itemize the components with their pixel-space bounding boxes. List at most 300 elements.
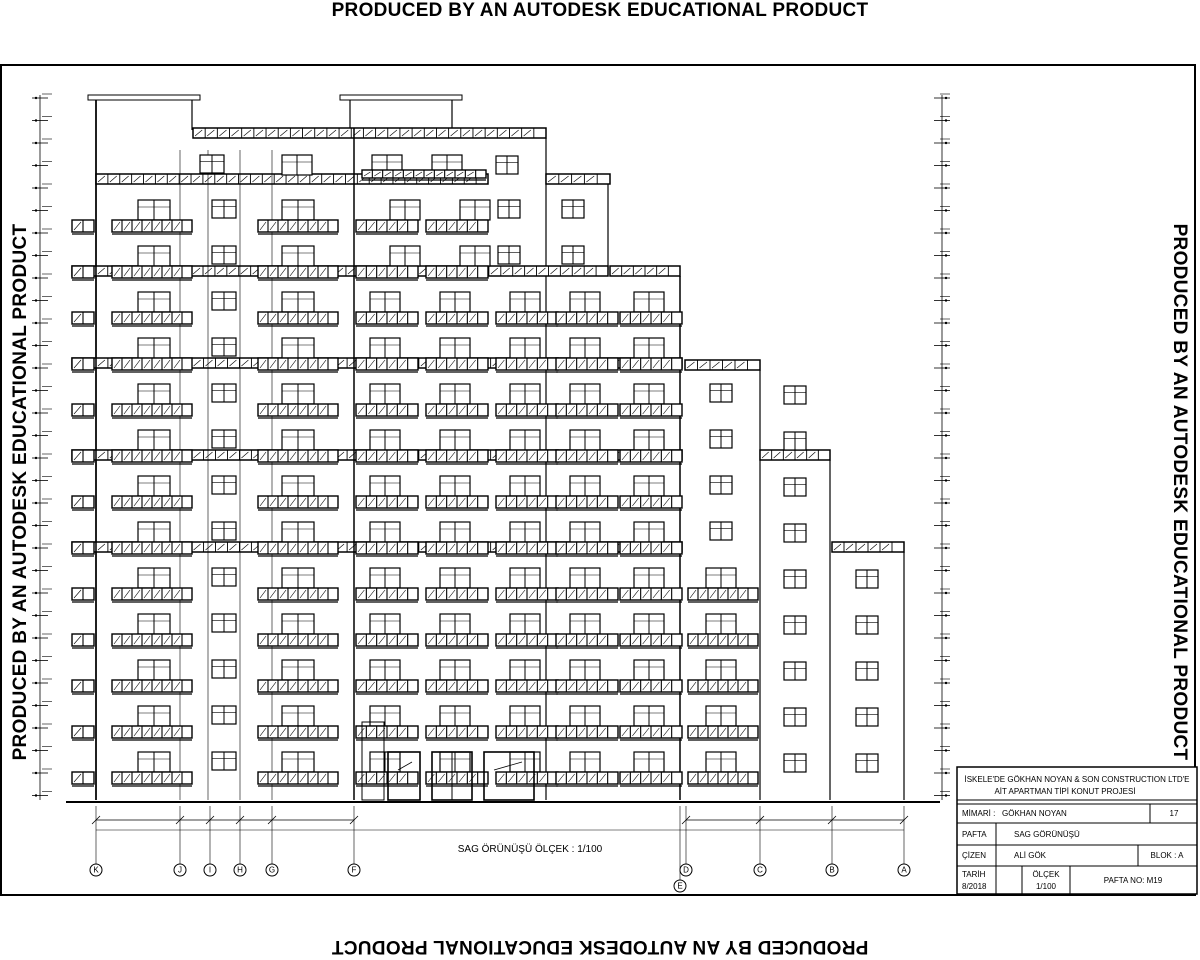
balcony-railing bbox=[356, 220, 418, 234]
window bbox=[370, 614, 400, 634]
level-dot bbox=[35, 119, 37, 121]
window bbox=[634, 752, 664, 772]
floor-slab bbox=[610, 266, 680, 276]
window bbox=[856, 662, 878, 680]
window bbox=[282, 338, 314, 358]
level-dot bbox=[945, 322, 947, 324]
window bbox=[570, 338, 600, 358]
window bbox=[370, 522, 400, 542]
balcony-railing bbox=[356, 634, 418, 648]
window bbox=[706, 752, 736, 772]
window bbox=[440, 752, 470, 772]
balcony-railing bbox=[356, 496, 418, 510]
window bbox=[570, 752, 600, 772]
level-dot bbox=[945, 367, 947, 369]
window bbox=[212, 338, 236, 356]
grid-bubble-label: A bbox=[901, 865, 907, 875]
project-line-2: AİT APARTMAN TİPİ KONUT PROJESİ bbox=[994, 787, 1136, 796]
level-dot bbox=[945, 97, 947, 99]
window bbox=[710, 384, 732, 402]
level-dot bbox=[945, 434, 947, 436]
building-elevation bbox=[66, 95, 940, 802]
window bbox=[706, 614, 736, 634]
balcony-railing bbox=[426, 450, 488, 464]
window bbox=[570, 430, 600, 450]
window bbox=[440, 384, 470, 404]
balcony-railing bbox=[620, 312, 682, 326]
balcony-railing bbox=[72, 312, 94, 326]
window bbox=[390, 246, 420, 266]
level-dot bbox=[35, 524, 37, 526]
window bbox=[498, 200, 520, 218]
balcony-railing bbox=[112, 450, 192, 464]
balcony-railing bbox=[258, 220, 338, 234]
balcony-railing bbox=[496, 496, 558, 510]
level-dot bbox=[35, 457, 37, 459]
level-dot bbox=[945, 119, 947, 121]
balcony-railing bbox=[258, 496, 338, 510]
balcony-railing bbox=[556, 404, 618, 418]
balcony-railing bbox=[112, 220, 192, 234]
balcony-railing bbox=[556, 312, 618, 326]
window bbox=[562, 200, 584, 218]
level-dot bbox=[945, 299, 947, 301]
window bbox=[138, 752, 170, 772]
window bbox=[634, 522, 664, 542]
level-dot bbox=[35, 569, 37, 571]
window bbox=[856, 708, 878, 726]
balcony-railing bbox=[496, 450, 558, 464]
window bbox=[570, 568, 600, 588]
sheet-number: PAFTA NO: M19 bbox=[1103, 876, 1163, 885]
window bbox=[282, 476, 314, 496]
balcony-railing bbox=[426, 634, 488, 648]
window bbox=[212, 384, 236, 402]
window bbox=[856, 616, 878, 634]
grid-bubble-label: D bbox=[683, 865, 689, 875]
window bbox=[212, 522, 236, 540]
window bbox=[370, 292, 400, 312]
balcony-railing bbox=[112, 726, 192, 740]
window bbox=[138, 200, 170, 220]
balcony-railing bbox=[496, 312, 558, 326]
level-dot bbox=[35, 97, 37, 99]
level-dot bbox=[35, 682, 37, 684]
balcony-railing bbox=[620, 358, 682, 372]
level-dot bbox=[945, 254, 947, 256]
balcony-railing bbox=[426, 680, 488, 694]
window bbox=[282, 430, 314, 450]
level-dot bbox=[945, 412, 947, 414]
level-dot bbox=[35, 254, 37, 256]
balcony-railing bbox=[620, 726, 682, 740]
window bbox=[634, 338, 664, 358]
window bbox=[706, 660, 736, 680]
balcony-railing bbox=[556, 634, 618, 648]
floor-slab bbox=[760, 450, 830, 460]
balcony-railing bbox=[688, 588, 758, 602]
level-dot bbox=[945, 389, 947, 391]
balcony-railing bbox=[620, 634, 682, 648]
window bbox=[370, 706, 400, 726]
balcony-railing bbox=[112, 496, 192, 510]
window bbox=[856, 570, 878, 588]
level-dot bbox=[35, 547, 37, 549]
roof-parapet-left bbox=[88, 95, 200, 100]
level-dot bbox=[945, 592, 947, 594]
window bbox=[282, 752, 314, 772]
window bbox=[784, 570, 806, 588]
window bbox=[784, 432, 806, 450]
level-dot bbox=[945, 344, 947, 346]
balcony-railing bbox=[258, 450, 338, 464]
window bbox=[212, 200, 236, 218]
window bbox=[138, 568, 170, 588]
balcony-railing bbox=[72, 680, 94, 694]
balcony-railing bbox=[496, 542, 558, 556]
level-dot bbox=[945, 682, 947, 684]
balcony-railing bbox=[426, 358, 488, 372]
window bbox=[510, 522, 540, 542]
window bbox=[212, 292, 236, 310]
window bbox=[138, 338, 170, 358]
window bbox=[784, 386, 806, 404]
drawn-by-label: ÇİZEN bbox=[962, 851, 986, 860]
block-label: BLOK : A bbox=[1150, 851, 1184, 860]
balcony-railing bbox=[356, 404, 418, 418]
balcony-railing bbox=[496, 680, 558, 694]
window bbox=[370, 752, 400, 772]
window bbox=[710, 430, 732, 448]
window bbox=[710, 476, 732, 494]
window bbox=[634, 384, 664, 404]
window bbox=[282, 155, 312, 175]
level-dot bbox=[945, 232, 947, 234]
window bbox=[440, 614, 470, 634]
balcony-railing bbox=[112, 266, 192, 280]
balcony-railing bbox=[426, 496, 488, 510]
window bbox=[370, 476, 400, 496]
level-dot bbox=[35, 389, 37, 391]
balcony-railing bbox=[620, 496, 682, 510]
window bbox=[562, 246, 584, 264]
window bbox=[784, 708, 806, 726]
level-dot bbox=[35, 772, 37, 774]
level-dot bbox=[35, 592, 37, 594]
window bbox=[212, 706, 236, 724]
level-dot bbox=[945, 277, 947, 279]
level-dot bbox=[945, 794, 947, 796]
balcony-railing bbox=[426, 220, 488, 234]
balcony-railing bbox=[72, 496, 94, 510]
balcony-railing bbox=[112, 588, 192, 602]
window bbox=[282, 246, 314, 266]
window bbox=[212, 752, 236, 770]
balcony-railing bbox=[258, 772, 338, 786]
window bbox=[212, 476, 236, 494]
window bbox=[138, 384, 170, 404]
window bbox=[282, 292, 314, 312]
balcony-railing bbox=[112, 312, 192, 326]
balcony-railing bbox=[72, 726, 94, 740]
balcony-railing bbox=[356, 312, 418, 326]
balcony-railing bbox=[426, 588, 488, 602]
window bbox=[370, 338, 400, 358]
level-dot bbox=[35, 367, 37, 369]
level-dot bbox=[35, 344, 37, 346]
balcony-railing bbox=[556, 588, 618, 602]
window bbox=[784, 754, 806, 772]
balcony-railing bbox=[426, 404, 488, 418]
title-block bbox=[957, 767, 1197, 894]
balcony-railing bbox=[258, 588, 338, 602]
level-dot bbox=[945, 142, 947, 144]
window bbox=[510, 614, 540, 634]
level-dot bbox=[35, 614, 37, 616]
window bbox=[138, 614, 170, 634]
architect-label: MİMARİ : bbox=[962, 809, 996, 818]
grid-bubble-label: B bbox=[829, 865, 835, 875]
floor-slab bbox=[193, 128, 546, 138]
window bbox=[634, 430, 664, 450]
window bbox=[570, 706, 600, 726]
balcony-railing bbox=[688, 634, 758, 648]
balcony-railing bbox=[258, 680, 338, 694]
window bbox=[634, 706, 664, 726]
balcony-railing bbox=[356, 588, 418, 602]
window bbox=[282, 660, 314, 680]
balcony-railing bbox=[688, 680, 758, 694]
level-dot bbox=[35, 322, 37, 324]
window bbox=[440, 292, 470, 312]
balcony-railing bbox=[556, 680, 618, 694]
balcony-railing bbox=[258, 634, 338, 648]
watermark-left: PRODUCED BY AN AUTODESK EDUCATIONAL PRODUCT bbox=[10, 223, 31, 761]
balcony-railing bbox=[556, 726, 618, 740]
scale-label: ÖLÇEK bbox=[1032, 870, 1060, 879]
window bbox=[710, 522, 732, 540]
balcony-railing bbox=[356, 726, 418, 740]
balcony-railing bbox=[362, 170, 486, 180]
window bbox=[510, 338, 540, 358]
window bbox=[370, 568, 400, 588]
sheet-label: PAFTA bbox=[962, 830, 987, 839]
grid-bubble-label: I bbox=[208, 865, 212, 875]
balcony-railing bbox=[496, 358, 558, 372]
window bbox=[784, 616, 806, 634]
balcony-railing bbox=[620, 542, 682, 556]
scale-value: 1/100 bbox=[1035, 882, 1057, 891]
level-dot bbox=[945, 164, 947, 166]
window bbox=[212, 568, 236, 586]
date-value: 8/2018 bbox=[962, 882, 987, 891]
level-dot bbox=[35, 232, 37, 234]
window bbox=[440, 660, 470, 680]
window bbox=[496, 156, 518, 174]
balcony-railing bbox=[258, 266, 338, 280]
balcony-railing bbox=[556, 358, 618, 372]
window bbox=[282, 706, 314, 726]
balcony-railing bbox=[112, 772, 192, 786]
window bbox=[706, 568, 736, 588]
level-dot bbox=[35, 187, 37, 189]
window bbox=[634, 292, 664, 312]
balcony-railing bbox=[258, 542, 338, 556]
project-line-1: İSKELE'DE GÖKHAN NOYAN & SON CONSTRUCTION LTD'E bbox=[964, 775, 1190, 784]
balcony-railing bbox=[556, 496, 618, 510]
balcony-railing bbox=[496, 634, 558, 648]
window bbox=[460, 246, 490, 266]
level-dot bbox=[945, 749, 947, 751]
balcony-railing bbox=[556, 772, 618, 786]
balcony-railing bbox=[620, 680, 682, 694]
balcony-railing bbox=[688, 772, 758, 786]
window bbox=[570, 384, 600, 404]
level-dot bbox=[35, 209, 37, 211]
balcony-railing bbox=[356, 542, 418, 556]
window bbox=[200, 155, 224, 173]
window bbox=[212, 660, 236, 678]
level-dot bbox=[35, 704, 37, 706]
window bbox=[498, 246, 520, 264]
window bbox=[510, 752, 540, 772]
window bbox=[856, 754, 878, 772]
window bbox=[282, 384, 314, 404]
balcony-railing bbox=[688, 726, 758, 740]
window bbox=[212, 246, 236, 264]
window bbox=[440, 476, 470, 496]
window bbox=[138, 292, 170, 312]
balcony-railing bbox=[620, 404, 682, 418]
window bbox=[212, 430, 236, 448]
grid-bubble-label: H bbox=[237, 865, 243, 875]
architect-name: GÖKHAN NOYAN bbox=[1002, 809, 1067, 818]
drawn-by-value: ALİ GÖK bbox=[1014, 851, 1047, 860]
balcony-railing bbox=[556, 450, 618, 464]
window bbox=[570, 476, 600, 496]
window bbox=[510, 568, 540, 588]
window bbox=[510, 476, 540, 496]
window bbox=[634, 476, 664, 496]
window bbox=[634, 614, 664, 634]
window bbox=[138, 476, 170, 496]
balcony-railing bbox=[426, 312, 488, 326]
level-dot bbox=[35, 277, 37, 279]
balcony-railing bbox=[72, 220, 94, 234]
balcony-railing bbox=[112, 542, 192, 556]
window bbox=[510, 292, 540, 312]
window bbox=[784, 524, 806, 542]
balcony-railing bbox=[112, 404, 192, 418]
window bbox=[440, 522, 470, 542]
balcony-railing bbox=[356, 450, 418, 464]
level-dot bbox=[945, 704, 947, 706]
level-dot bbox=[945, 547, 947, 549]
window bbox=[390, 200, 420, 220]
drawing-caption: SAG ÖRÜNÜŞÜ ÖLÇEK : 1/100 bbox=[457, 844, 603, 855]
balcony-railing bbox=[426, 772, 488, 786]
window bbox=[370, 660, 400, 680]
balcony-railing bbox=[556, 542, 618, 556]
balcony-railing bbox=[496, 588, 558, 602]
window bbox=[706, 706, 736, 726]
balcony-railing bbox=[356, 266, 418, 280]
level-dot bbox=[35, 727, 37, 729]
level-dot bbox=[35, 502, 37, 504]
window bbox=[510, 384, 540, 404]
window bbox=[138, 430, 170, 450]
balcony-railing bbox=[426, 726, 488, 740]
roof-parapet-middle bbox=[340, 95, 462, 100]
grid-bubble-label: E bbox=[677, 881, 683, 891]
level-dot bbox=[945, 727, 947, 729]
window bbox=[282, 200, 314, 220]
window bbox=[138, 706, 170, 726]
balcony-railing bbox=[72, 634, 94, 648]
balcony-railing bbox=[356, 358, 418, 372]
balcony-railing bbox=[72, 404, 94, 418]
window bbox=[784, 662, 806, 680]
floor-slab bbox=[832, 542, 904, 552]
level-dot bbox=[35, 749, 37, 751]
balcony-railing bbox=[112, 680, 192, 694]
window bbox=[440, 338, 470, 358]
grid-bubble-label: K bbox=[93, 865, 99, 875]
balcony-railing bbox=[72, 358, 94, 372]
balcony-railing bbox=[496, 726, 558, 740]
window bbox=[570, 522, 600, 542]
grid-bubble-label: F bbox=[351, 865, 357, 875]
window bbox=[460, 200, 490, 220]
window bbox=[212, 614, 236, 632]
balcony-railing bbox=[258, 726, 338, 740]
window bbox=[510, 660, 540, 680]
level-dot bbox=[35, 142, 37, 144]
balcony-railing bbox=[356, 772, 418, 786]
watermark-bottom: PRODUCED BY AN AUTODESK EDUCATIONAL PRODUCT bbox=[331, 936, 869, 957]
window bbox=[570, 292, 600, 312]
level-dot bbox=[945, 187, 947, 189]
window bbox=[440, 706, 470, 726]
balcony-railing bbox=[620, 772, 682, 786]
window bbox=[570, 660, 600, 680]
balcony-railing bbox=[112, 358, 192, 372]
level-dot bbox=[945, 209, 947, 211]
level-dot bbox=[945, 637, 947, 639]
balcony-railing bbox=[620, 588, 682, 602]
date-label: TARİH bbox=[962, 870, 986, 879]
window bbox=[282, 522, 314, 542]
floor-slab bbox=[685, 360, 760, 370]
level-dot bbox=[35, 164, 37, 166]
level-dot bbox=[945, 614, 947, 616]
balcony-railing bbox=[72, 542, 94, 556]
architect-number: 17 bbox=[1169, 809, 1179, 818]
balcony-railing bbox=[72, 450, 94, 464]
level-dot bbox=[945, 524, 947, 526]
window bbox=[138, 522, 170, 542]
balcony-railing bbox=[426, 542, 488, 556]
balcony-railing bbox=[72, 588, 94, 602]
window bbox=[138, 660, 170, 680]
window bbox=[510, 430, 540, 450]
grid-bubble-label: J bbox=[178, 865, 182, 875]
window bbox=[510, 706, 540, 726]
balcony-railing bbox=[496, 404, 558, 418]
grid-bubble-label: G bbox=[268, 865, 276, 875]
balcony-railing bbox=[112, 634, 192, 648]
level-dot bbox=[35, 479, 37, 481]
